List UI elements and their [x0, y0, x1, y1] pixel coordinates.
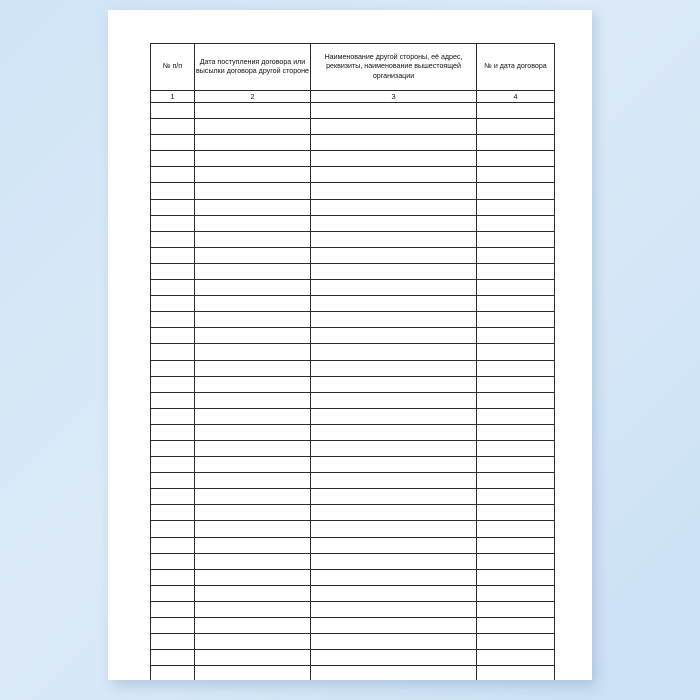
- cell-number[interactable]: [151, 231, 195, 247]
- column-header-number: № п/п: [151, 44, 195, 91]
- cell-number[interactable]: [151, 167, 195, 183]
- table-row[interactable]: [151, 537, 555, 553]
- table-row[interactable]: [151, 215, 555, 231]
- cell-number[interactable]: [151, 392, 195, 408]
- cell-counterparty[interactable]: [311, 151, 477, 167]
- cell-contract-number-date[interactable]: [477, 408, 555, 424]
- cell-number[interactable]: [151, 247, 195, 263]
- cell-counterparty[interactable]: [311, 344, 477, 360]
- cell-date[interactable]: [195, 103, 311, 119]
- table-row[interactable]: [151, 135, 555, 151]
- cell-date[interactable]: [195, 618, 311, 634]
- cell-contract-number-date[interactable]: [477, 634, 555, 650]
- table-row[interactable]: [151, 424, 555, 440]
- cell-number[interactable]: [151, 151, 195, 167]
- cell-number[interactable]: [151, 424, 195, 440]
- cell-date[interactable]: [195, 263, 311, 279]
- table-row[interactable]: [151, 457, 555, 473]
- cell-counterparty[interactable]: [311, 537, 477, 553]
- cell-date[interactable]: [195, 521, 311, 537]
- cell-number[interactable]: [151, 666, 195, 680]
- cell-number[interactable]: [151, 537, 195, 553]
- cell-date[interactable]: [195, 135, 311, 151]
- column-number-4: 4: [477, 91, 555, 103]
- cell-contract-number-date[interactable]: [477, 521, 555, 537]
- cell-date[interactable]: [195, 553, 311, 569]
- cell-contract-number-date[interactable]: [477, 650, 555, 666]
- cell-counterparty[interactable]: [311, 553, 477, 569]
- table-row[interactable]: [151, 473, 555, 489]
- cell-counterparty[interactable]: [311, 424, 477, 440]
- cell-contract-number-date[interactable]: [477, 457, 555, 473]
- cell-date[interactable]: [195, 231, 311, 247]
- cell-date[interactable]: [195, 666, 311, 680]
- cell-contract-number-date[interactable]: [477, 215, 555, 231]
- cell-date[interactable]: [195, 344, 311, 360]
- cell-contract-number-date[interactable]: [477, 167, 555, 183]
- cell-counterparty[interactable]: [311, 634, 477, 650]
- cell-contract-number-date[interactable]: [477, 376, 555, 392]
- cell-number[interactable]: [151, 408, 195, 424]
- table-row[interactable]: [151, 280, 555, 296]
- column-header-counterparty: Наименование другой стороны, её адрес, реквизиты, наименование вышестоящей организации: [311, 44, 477, 91]
- table-row[interactable]: [151, 650, 555, 666]
- cell-date[interactable]: [195, 167, 311, 183]
- table-row[interactable]: [151, 408, 555, 424]
- table-row[interactable]: [151, 601, 555, 617]
- table-row[interactable]: [151, 167, 555, 183]
- cell-contract-number-date[interactable]: [477, 231, 555, 247]
- table-row[interactable]: [151, 489, 555, 505]
- cell-contract-number-date[interactable]: [477, 328, 555, 344]
- cell-number[interactable]: [151, 135, 195, 151]
- cell-number[interactable]: [151, 650, 195, 666]
- cell-date[interactable]: [195, 457, 311, 473]
- cell-contract-number-date[interactable]: [477, 151, 555, 167]
- cell-counterparty[interactable]: [311, 457, 477, 473]
- cell-date[interactable]: [195, 392, 311, 408]
- cell-number[interactable]: [151, 634, 195, 650]
- cell-contract-number-date[interactable]: [477, 569, 555, 585]
- cell-date[interactable]: [195, 473, 311, 489]
- table-row[interactable]: [151, 344, 555, 360]
- cell-counterparty[interactable]: [311, 376, 477, 392]
- cell-number[interactable]: [151, 344, 195, 360]
- cell-contract-number-date[interactable]: [477, 585, 555, 601]
- cell-contract-number-date[interactable]: [477, 280, 555, 296]
- cell-date[interactable]: [195, 280, 311, 296]
- table-row[interactable]: [151, 666, 555, 680]
- column-number-1: 1: [151, 91, 195, 103]
- cell-date[interactable]: [195, 537, 311, 553]
- form-sheet: [150, 43, 554, 680]
- cell-date[interactable]: [195, 296, 311, 312]
- table-row[interactable]: [151, 505, 555, 521]
- cell-counterparty[interactable]: [311, 231, 477, 247]
- cell-counterparty[interactable]: [311, 183, 477, 199]
- cell-number[interactable]: [151, 585, 195, 601]
- table-row[interactable]: [151, 247, 555, 263]
- cell-counterparty[interactable]: [311, 489, 477, 505]
- cell-counterparty[interactable]: [311, 521, 477, 537]
- cell-counterparty[interactable]: [311, 247, 477, 263]
- cell-date[interactable]: [195, 569, 311, 585]
- cell-contract-number-date[interactable]: [477, 263, 555, 279]
- cell-number[interactable]: [151, 199, 195, 215]
- cell-number[interactable]: [151, 601, 195, 617]
- cell-counterparty[interactable]: [311, 119, 477, 135]
- cell-counterparty[interactable]: [311, 505, 477, 521]
- cell-contract-number-date[interactable]: [477, 247, 555, 263]
- table-row[interactable]: [151, 634, 555, 650]
- cell-counterparty[interactable]: [311, 585, 477, 601]
- cell-counterparty[interactable]: [311, 666, 477, 680]
- cell-counterparty[interactable]: [311, 167, 477, 183]
- contract-register-table: [150, 43, 555, 680]
- column-header-date: Дата поступления договора или высылки договора другой стороне: [195, 44, 311, 91]
- cell-date[interactable]: [195, 119, 311, 135]
- cell-number[interactable]: [151, 360, 195, 376]
- cell-number[interactable]: [151, 553, 195, 569]
- cell-number[interactable]: [151, 489, 195, 505]
- table-row[interactable]: [151, 312, 555, 328]
- cell-counterparty[interactable]: [311, 199, 477, 215]
- cell-number[interactable]: [151, 119, 195, 135]
- cell-counterparty[interactable]: [311, 103, 477, 119]
- cell-contract-number-date[interactable]: [477, 344, 555, 360]
- cell-contract-number-date[interactable]: [477, 537, 555, 553]
- column-number-row: [151, 91, 555, 103]
- cell-number[interactable]: [151, 280, 195, 296]
- cell-contract-number-date[interactable]: [477, 296, 555, 312]
- table-row[interactable]: [151, 119, 555, 135]
- cell-number[interactable]: [151, 103, 195, 119]
- cell-counterparty[interactable]: [311, 650, 477, 666]
- cell-counterparty[interactable]: [311, 312, 477, 328]
- cell-contract-number-date[interactable]: [477, 601, 555, 617]
- cell-number[interactable]: [151, 376, 195, 392]
- cell-contract-number-date[interactable]: [477, 392, 555, 408]
- column-number-2: 2: [195, 91, 311, 103]
- cell-date[interactable]: [195, 376, 311, 392]
- cell-number[interactable]: [151, 521, 195, 537]
- cell-counterparty[interactable]: [311, 569, 477, 585]
- cell-counterparty[interactable]: [311, 440, 477, 456]
- cell-counterparty[interactable]: [311, 135, 477, 151]
- cell-number[interactable]: [151, 440, 195, 456]
- cell-counterparty[interactable]: [311, 618, 477, 634]
- cell-counterparty[interactable]: [311, 408, 477, 424]
- cell-number[interactable]: [151, 457, 195, 473]
- document-page: [108, 10, 592, 680]
- cell-contract-number-date[interactable]: [477, 135, 555, 151]
- cell-counterparty[interactable]: [311, 360, 477, 376]
- cell-number[interactable]: [151, 296, 195, 312]
- cell-number[interactable]: [151, 263, 195, 279]
- table-row[interactable]: [151, 553, 555, 569]
- cell-counterparty[interactable]: [311, 215, 477, 231]
- cell-date[interactable]: [195, 634, 311, 650]
- cell-contract-number-date[interactable]: [477, 183, 555, 199]
- cell-number[interactable]: [151, 183, 195, 199]
- cell-contract-number-date[interactable]: [477, 424, 555, 440]
- cell-date[interactable]: [195, 650, 311, 666]
- table-header: [151, 44, 555, 103]
- cell-date[interactable]: [195, 440, 311, 456]
- column-number-3: 3: [311, 91, 477, 103]
- cell-date[interactable]: [195, 183, 311, 199]
- cell-date[interactable]: [195, 247, 311, 263]
- cell-counterparty[interactable]: [311, 296, 477, 312]
- cell-date[interactable]: [195, 199, 311, 215]
- cell-counterparty[interactable]: [311, 328, 477, 344]
- table-row[interactable]: [151, 103, 555, 119]
- cell-date[interactable]: [195, 328, 311, 344]
- cell-number[interactable]: [151, 473, 195, 489]
- table-header-row: [151, 44, 555, 91]
- table-row[interactable]: [151, 440, 555, 456]
- cell-date[interactable]: [195, 505, 311, 521]
- cell-contract-number-date[interactable]: [477, 360, 555, 376]
- cell-number[interactable]: [151, 215, 195, 231]
- cell-number[interactable]: [151, 312, 195, 328]
- cell-contract-number-date[interactable]: [477, 440, 555, 456]
- cell-contract-number-date[interactable]: [477, 119, 555, 135]
- cell-number[interactable]: [151, 505, 195, 521]
- table-row[interactable]: [151, 360, 555, 376]
- cell-counterparty[interactable]: [311, 280, 477, 296]
- table-row[interactable]: [151, 521, 555, 537]
- cell-contract-number-date[interactable]: [477, 618, 555, 634]
- cell-contract-number-date[interactable]: [477, 553, 555, 569]
- table-row[interactable]: [151, 183, 555, 199]
- cell-date[interactable]: [195, 424, 311, 440]
- table-row[interactable]: [151, 376, 555, 392]
- cell-contract-number-date[interactable]: [477, 473, 555, 489]
- cell-date[interactable]: [195, 585, 311, 601]
- cell-date[interactable]: [195, 312, 311, 328]
- table-row[interactable]: [151, 231, 555, 247]
- cell-contract-number-date[interactable]: [477, 199, 555, 215]
- cell-counterparty[interactable]: [311, 473, 477, 489]
- table-row[interactable]: [151, 392, 555, 408]
- table-row[interactable]: [151, 263, 555, 279]
- cell-date[interactable]: [195, 360, 311, 376]
- cell-contract-number-date[interactable]: [477, 312, 555, 328]
- cell-number[interactable]: [151, 328, 195, 344]
- cell-contract-number-date[interactable]: [477, 666, 555, 680]
- table-body: [151, 103, 555, 681]
- cell-contract-number-date[interactable]: [477, 489, 555, 505]
- table-row[interactable]: [151, 585, 555, 601]
- table-row[interactable]: [151, 618, 555, 634]
- cell-date[interactable]: [195, 408, 311, 424]
- cell-date[interactable]: [195, 601, 311, 617]
- cell-date[interactable]: [195, 151, 311, 167]
- table-row[interactable]: [151, 328, 555, 344]
- cell-number[interactable]: [151, 569, 195, 585]
- column-header-contract-number-date: № и дата договора: [477, 44, 555, 91]
- cell-counterparty[interactable]: [311, 263, 477, 279]
- cell-number[interactable]: [151, 618, 195, 634]
- cell-contract-number-date[interactable]: [477, 103, 555, 119]
- cell-counterparty[interactable]: [311, 601, 477, 617]
- cell-contract-number-date[interactable]: [477, 505, 555, 521]
- cell-date[interactable]: [195, 489, 311, 505]
- table-row[interactable]: [151, 569, 555, 585]
- table-row[interactable]: [151, 151, 555, 167]
- cell-counterparty[interactable]: [311, 392, 477, 408]
- cell-date[interactable]: [195, 215, 311, 231]
- table-row[interactable]: [151, 199, 555, 215]
- table-row[interactable]: [151, 296, 555, 312]
